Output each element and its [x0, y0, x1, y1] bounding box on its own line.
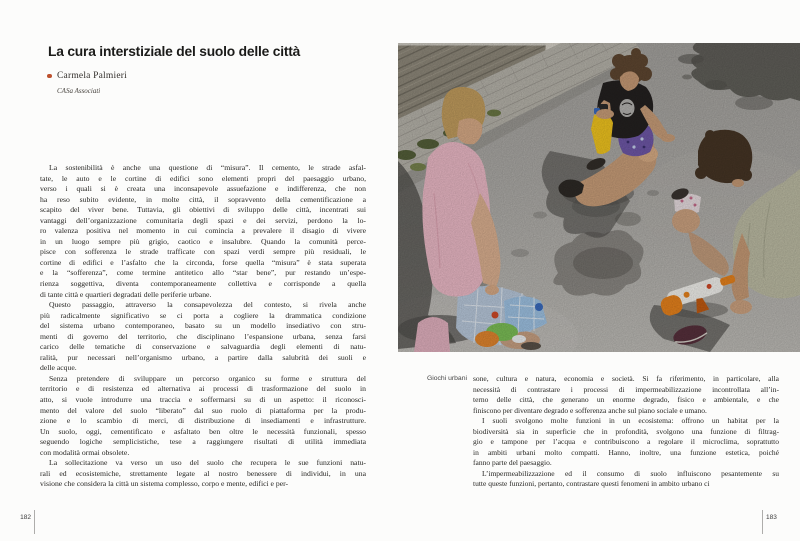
text-line: gio e tampone per l’acqua e contribuiscono a regolare il microclima, soprattutto — [473, 437, 779, 447]
text-line: carico delle tematiche di conservazione e salvaguardia degli elementi di natu- — [40, 342, 366, 352]
text-line: L’impermeabilizzazione ed il consumo di suolo influiscono pesantemente su — [482, 468, 779, 478]
text-line: mento del valore del suolo “liberato” dal suo ruolo di piattaforma per la produ- — [40, 405, 366, 415]
text-line: delle acque. — [40, 363, 77, 373]
text-line: finiscono per diventare degrado e sofferenza anche sul piano sociale e umano. — [473, 405, 707, 415]
text-line: con modalità ormai obsolete. — [40, 447, 130, 457]
text-line: tate, le auto e le cortine di edifici sono elementi propri del paesaggio urbano, — [40, 173, 366, 183]
text-line: La sollecitazione va verso un uso del suolo che recupera le sue funzioni natu- — [49, 458, 366, 468]
text-line: zione e lo scambio di merci, di distribuzione di insediamenti e infrastrutture. — [40, 416, 366, 426]
text-line: necessità di contrastare i processi di impermeabilizzazione incontrollata all’in- — [473, 384, 779, 394]
paragraph — [40, 374, 366, 458]
body-text-left — [40, 163, 366, 490]
text-line: in ambiti urbani molto compatti. Hanno, inoltre, una funzione estetica, poiché — [473, 447, 779, 457]
text-line: rali ed ecosistemiche, strettamente legate al nostro benessere di individui, in una — [40, 468, 366, 478]
page-title: La cura interstiziale del suolo delle città — [48, 44, 301, 59]
text-line: atto, si vuole introdurre una traccia e soffermarsi su di un aspetto: il riconosci- — [40, 395, 366, 405]
paragraph — [40, 163, 366, 300]
text-line: biodiversità sia in superficie che in profondità, svolgono una funzione di filtrag- — [473, 426, 779, 436]
text-line: I suoli svolgono molte funzioni in un ecosistema: offrono un habitat per la — [482, 416, 779, 426]
text-line: sone, cultura e natura, economia e società. Si fa riferimento, in particolare, alla — [473, 374, 779, 383]
text-line: menti di governo del territorio, che disciplinano l’espansione urbana, senza farsi — [40, 331, 366, 341]
text-line: Un suolo, oggi, cementificato e asfaltato ben oltre le necessità funzionali, spesso — [40, 426, 366, 436]
page-number-right: 183 — [766, 514, 777, 521]
text-line: La sostenibilità è anche una questione di “misura”. Il cemento, le strade asfal- — [49, 163, 366, 172]
author-row — [47, 71, 127, 81]
text-line: pisce con sofferenza le strade trafficate con spazi verdi sempre più residuali, le — [40, 247, 366, 257]
text-line: seguendo logiche semplicistiche, tese a raggiungere risultati di utilità immediata — [40, 437, 366, 447]
text-line: fanno parte del paesaggio. — [473, 458, 552, 468]
text-line: cortine di edifici e l’asfalto che la circonda, forse quella “misura” è stata superata — [40, 257, 366, 267]
paragraph — [40, 458, 366, 490]
text-line: terno delle città, che generano un enorme degrado, fisico e ambientale, e che — [473, 395, 779, 405]
author-bullet-icon — [47, 74, 52, 79]
text-line: scapito del viver bene. Tuttavia, gli obiettivi di sviluppo delle città, incentrati sui — [40, 205, 366, 215]
text-line: di tante città e quartieri degradati delle periferie urbane. — [40, 289, 212, 299]
text-line: ralità, pur necessari nell’organismo urbano, a partire dalla salubrità dei suoli e — [40, 352, 366, 362]
text-line: ro valenza positiva nel momento in cui comincia a prevalere il disagio di vivere — [40, 226, 366, 236]
text-line: tutte queste funzioni, pertanto, contrastare questi fenomeni in ambito urbano ci — [473, 479, 710, 489]
paragraph — [473, 416, 779, 469]
text-line: verso i quali si è creata una inconsapevole assuefazione e indifferenza, che non — [40, 184, 366, 194]
text-line: vantaggi dell’organizzazione comunitaria degli spazi e dei servizi, perdono la lo- — [40, 215, 366, 225]
asphalt-grain — [398, 43, 800, 352]
photo-caption: Giochi urbani — [426, 375, 467, 382]
folio-rule-right — [762, 510, 763, 534]
text-line: e la “sofferenza”, come termine antitetico allo “star bene”, pur restando un’espe- — [40, 268, 366, 278]
text-line: più radicalmente significativo se ci porta a cogliere la drammatica condizione — [40, 310, 366, 320]
text-line: territorio e di resistenza ed alternativa ai processi di trasformazione del suolo in — [40, 384, 366, 394]
photo-children-water-play — [398, 43, 800, 352]
text-line: Senza pretendere di sviluppare un percorso organico su forme e struttura del — [49, 373, 366, 383]
text-line: rienza soggettiva, diventa contemporaneamente collettiva e corrisponde a quella — [40, 279, 366, 289]
text-line: ha reso subito evidente, in molte città, il sopravvento della cementificazione a — [40, 194, 366, 204]
text-line: in un luogo sempre più grigio, caotico e insalubre. Quando la comunità perce- — [40, 236, 366, 246]
author-affiliation: CASa Associati — [57, 87, 101, 95]
text-line: Questo passaggio, attraverso la consapevolezza del contesto, si rivela anche — [49, 300, 366, 310]
paragraph — [40, 300, 366, 374]
paragraph — [473, 374, 779, 416]
page-number-left: 182 — [20, 514, 31, 521]
body-text-right — [473, 374, 779, 490]
text-line: del sistema urbano contemporaneo, basato su un modello insediativo con stru- — [40, 321, 366, 331]
folio-rule-left — [34, 510, 35, 534]
text-line: visione che considera la città un sistema complesso, corpo e mente, edifici e per- — [40, 479, 289, 489]
paragraph — [473, 469, 779, 490]
author-name: Carmela Palmieri — [57, 71, 127, 81]
